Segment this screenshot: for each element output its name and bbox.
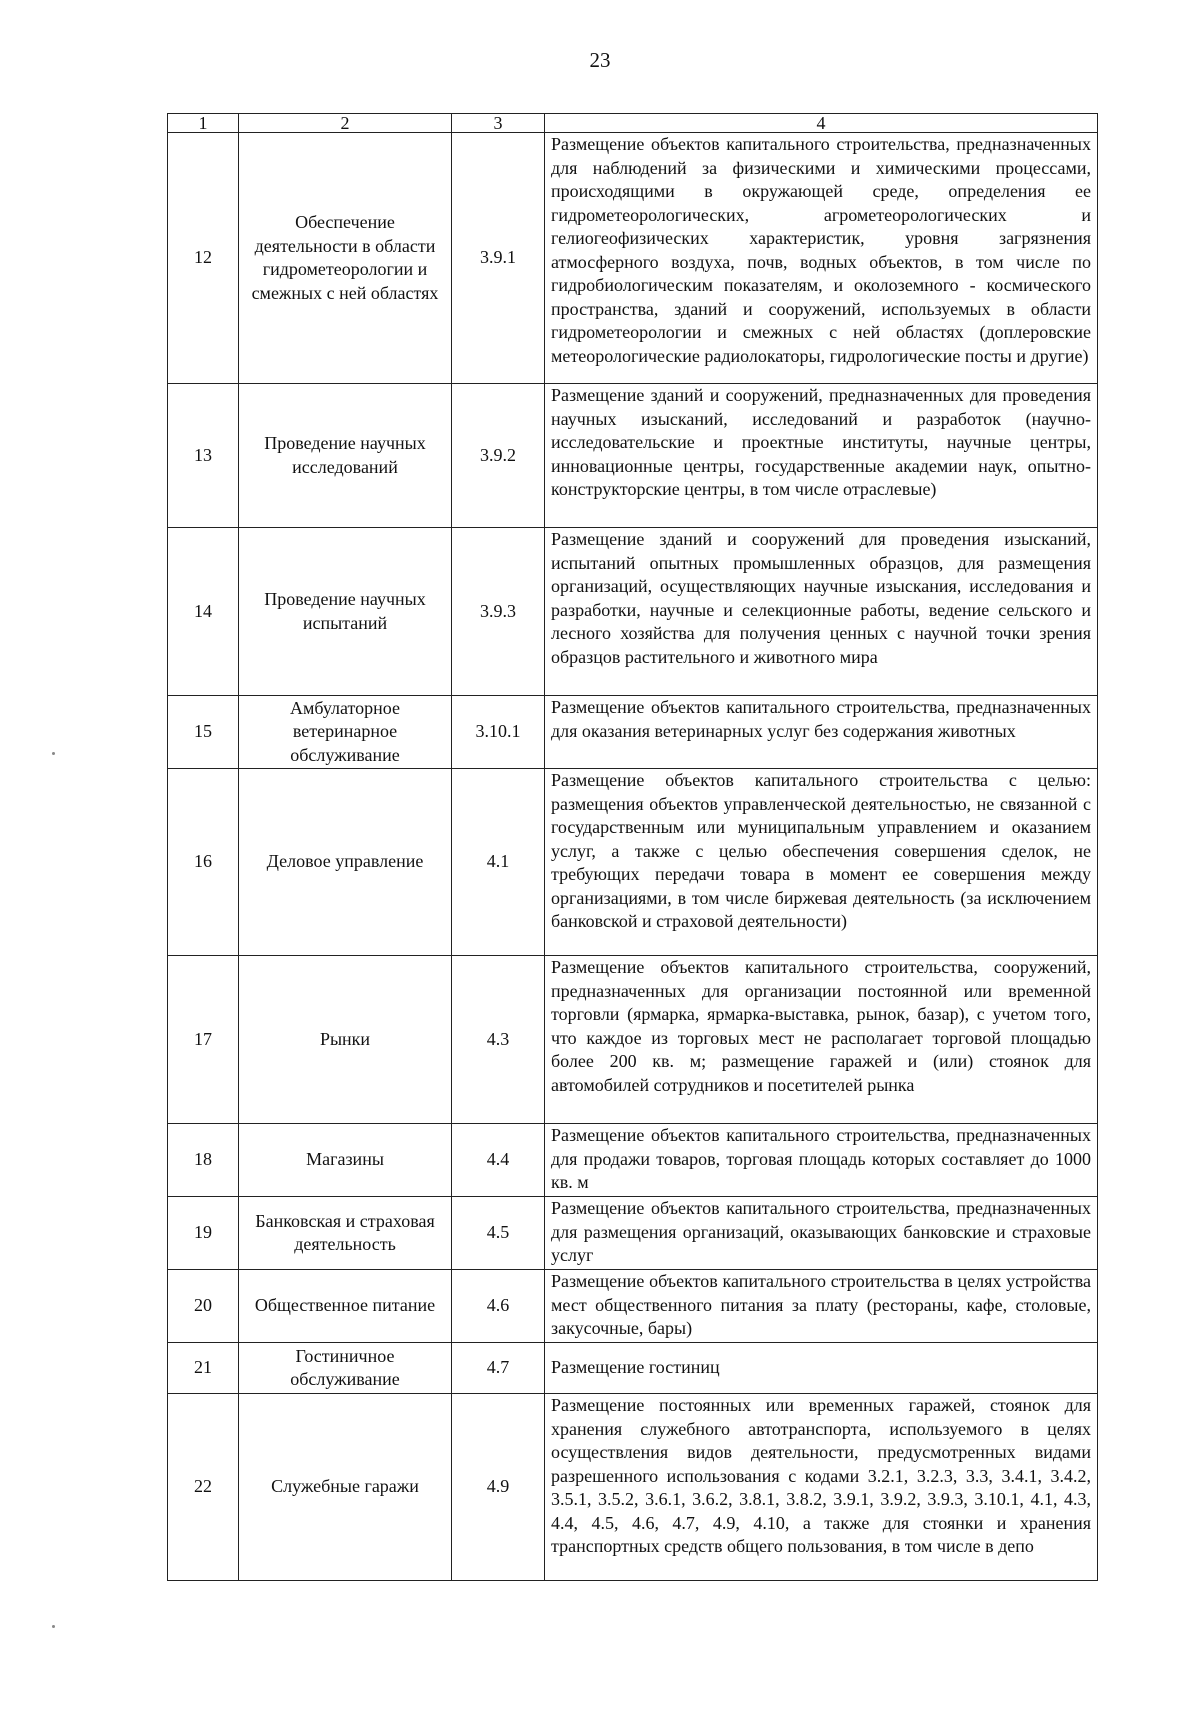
use-type-code: 3.10.1 xyxy=(452,696,545,769)
use-type-code: 4.1 xyxy=(452,769,545,956)
row-number: 22 xyxy=(168,1394,239,1581)
use-type-description: Размещение объектов капитального строительства, предназначенных для размещения организаций, оказывающих банковские и страховые услуг xyxy=(545,1197,1098,1270)
table-row xyxy=(168,769,1098,956)
use-type-code: 4.3 xyxy=(452,956,545,1124)
use-type-name: Обеспечение деятельности в области гидрометеорологии и смежных с ней областях xyxy=(239,133,452,384)
page-number: 23 xyxy=(589,48,611,72)
scan-mark xyxy=(52,752,55,755)
use-type-name: Амбулаторное ветеринарное обслуживание xyxy=(239,696,452,769)
table-row xyxy=(168,1343,1098,1394)
column-header-1: 1 xyxy=(168,114,239,133)
use-type-description: Размещение зданий и сооружений, предназначенных для проведения научных изысканий, исследований и разработок (научно-исследовательские и проектные институты, научные центры, инновационные центры, государственные академии наук, опытно-конструкторские центры, в том числе отраслевые) xyxy=(545,384,1098,528)
use-type-description: Размещение постоянных или временных гаражей, стоянок для хранения служебного автотранспорта, используемого в целях осуществления видов деятельности, предусмотренных видами разрешенного использования с кодами 3.2.1, 3.2.3, 3.3, 3.4.1, 3.4.2, 3.5.1, 3.5.2, 3.6.1, 3.6.2, 3.8.1, 3.8.2, 3.9.1, 3.9.2, 3.9.3, 3.10.1, 4.1, 4.3, 4.4, 4.5, 4.6, 4.7, 4.9, 4.10, а также для стоянки и хранения транспортных средств общего пользования, в том числе в депо xyxy=(545,1394,1098,1581)
use-type-code: 4.7 xyxy=(452,1343,545,1394)
use-type-code: 4.9 xyxy=(452,1394,545,1581)
use-type-description: Размещение объектов капитального строительства, предназначенных для наблюдений за физическими и химическими процессами, происходящими в окружающей среде, определения ее гидрометеорологических, агрометеорологических и гелиогеофизических характеристик, уровня загрязнения атмосферного воздуха, почв, водных объектов, в том числе по гидробиологическим показателям, и околоземного - космического пространства, зданий и сооружений, используемых в области гидрометеорологии и смежных с ней областях (доплеровские метеорологические радиолокаторы, гидрологические посты и другие) xyxy=(545,133,1098,384)
table-row xyxy=(168,384,1098,528)
use-type-name: Рынки xyxy=(239,956,452,1124)
table-row xyxy=(168,528,1098,696)
use-type-name: Проведение научных исследований xyxy=(239,384,452,528)
row-number: 12 xyxy=(168,133,239,384)
use-type-description: Размещение зданий и сооружений для проведения изысканий, испытаний опытных промышленных образцов, для размещения организаций, осуществляющих научные изыскания, исследования и разработки, научные и селекционные работы, ведение сельского и лесного хозяйства для получения ценных с научной точки зрения образцов растительного и животного мира xyxy=(545,528,1098,696)
use-type-name: Деловое управление xyxy=(239,769,452,956)
column-header-4: 4 xyxy=(545,114,1098,133)
use-type-description: Размещение объектов капитального строительства с целью: размещения объектов управленческой деятельностью, не связанной с государственным или муниципальным управлением и оказанием услуг, а также с целью обеспечения совершения сделок, не требующих передачи товара в момент ее совершения между организациями, в том числе биржевая деятельность (за исключением банковской и страховой деятельности) xyxy=(545,769,1098,956)
row-number: 14 xyxy=(168,528,239,696)
table-row xyxy=(168,1197,1098,1270)
column-header-3: 3 xyxy=(452,114,545,133)
use-type-code: 3.9.1 xyxy=(452,133,545,384)
table-row xyxy=(168,956,1098,1124)
use-type-code: 4.6 xyxy=(452,1270,545,1343)
use-type-description: Размещение объектов капитального строительства, предназначенных для продажи товаров, торговая площадь которых составляет до 1000 кв. м xyxy=(545,1124,1098,1197)
column-header-2: 2 xyxy=(239,114,452,133)
table-row xyxy=(168,696,1098,769)
row-number: 19 xyxy=(168,1197,239,1270)
use-type-name: Служебные гаражи xyxy=(239,1394,452,1581)
use-type-name: Общественное питание xyxy=(239,1270,452,1343)
table-row xyxy=(168,1270,1098,1343)
table-row xyxy=(168,1124,1098,1197)
use-type-code: 4.5 xyxy=(452,1197,545,1270)
use-type-code: 3.9.3 xyxy=(452,528,545,696)
use-type-name: Гостиничное обслуживание xyxy=(239,1343,452,1394)
use-type-code: 3.9.2 xyxy=(452,384,545,528)
row-number: 16 xyxy=(168,769,239,956)
use-type-description: Размещение объектов капитального строительства, сооружений, предназначенных для организации постоянной или временной торговли (ярмарка, ярмарка-выставка, рынок, базар), с учетом того, что каждое из торговых мест не располагает торговой площадью более 200 кв. м; размещение гаражей и (или) стоянок для автомобилей сотрудников и посетителей рынка xyxy=(545,956,1098,1124)
use-type-description: Размещение объектов капитального строительства, предназначенных для оказания ветеринарных услуг без содержания животных xyxy=(545,696,1098,769)
use-type-description: Размещение гостиниц xyxy=(545,1343,1098,1394)
table-header-row xyxy=(168,114,1098,133)
table-row xyxy=(168,133,1098,384)
row-number: 18 xyxy=(168,1124,239,1197)
row-number: 20 xyxy=(168,1270,239,1343)
table-row xyxy=(168,1394,1098,1581)
use-type-name: Магазины xyxy=(239,1124,452,1197)
scan-mark xyxy=(52,1625,55,1628)
use-type-code: 4.4 xyxy=(452,1124,545,1197)
use-type-name: Проведение научных испытаний xyxy=(239,528,452,696)
row-number: 13 xyxy=(168,384,239,528)
use-type-description: Размещение объектов капитального строительства в целях устройства мест общественного питания за плату (рестораны, кафе, столовые, закусочные, бары) xyxy=(545,1270,1098,1343)
land-use-table xyxy=(167,113,1098,1581)
row-number: 21 xyxy=(168,1343,239,1394)
use-type-name: Банковская и страховая деятельность xyxy=(239,1197,452,1270)
row-number: 17 xyxy=(168,956,239,1124)
row-number: 15 xyxy=(168,696,239,769)
